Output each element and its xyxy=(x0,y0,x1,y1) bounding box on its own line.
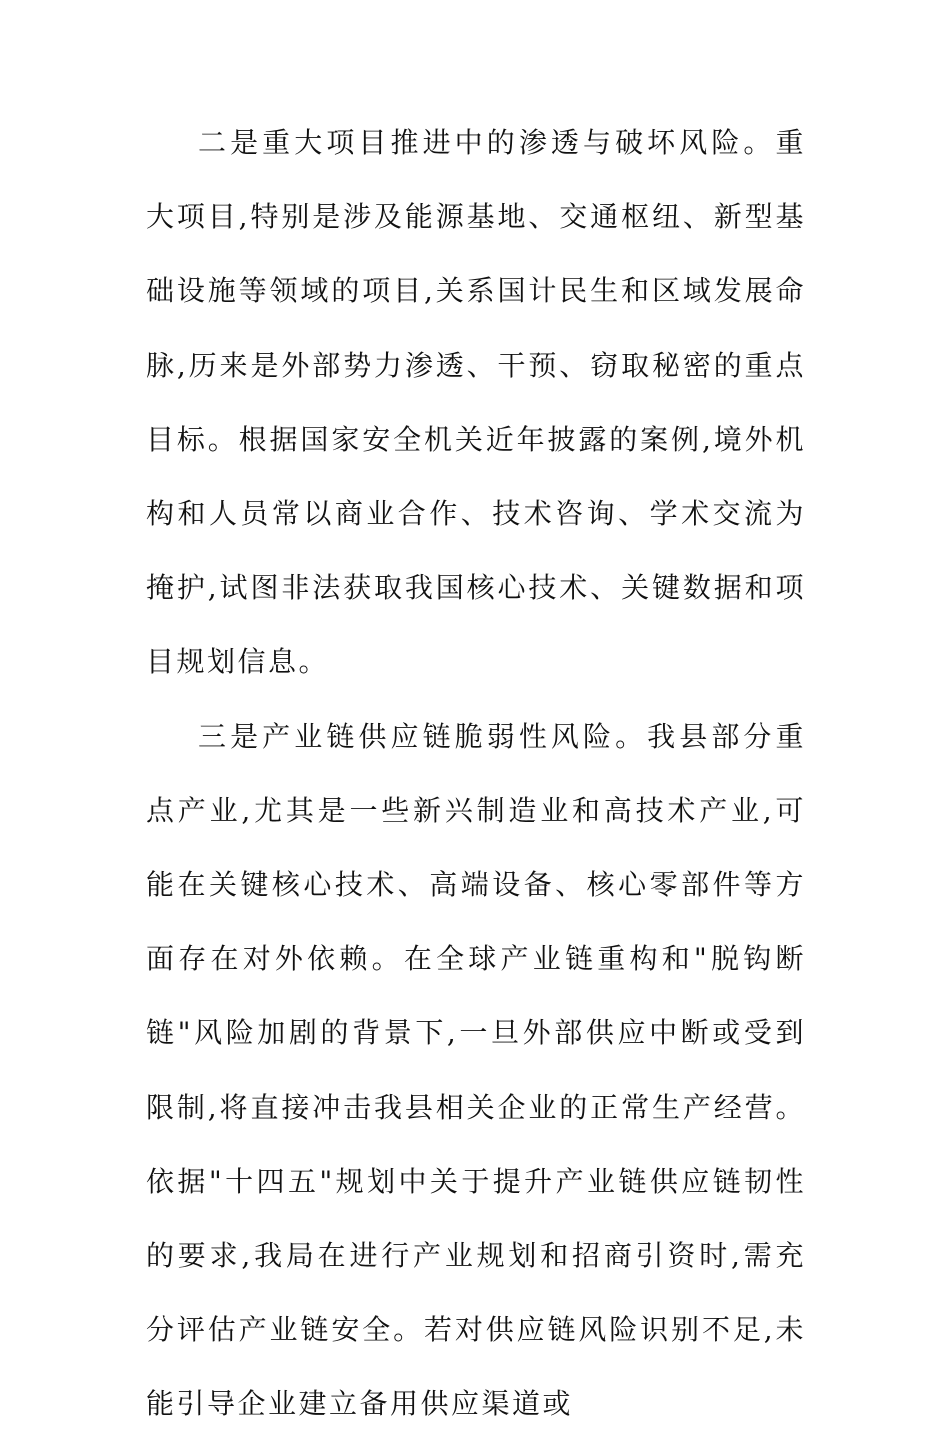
paragraph-major-projects-risk: 二是重大项目推进中的渗透与破坏风险。重大项目,特别是涉及能源基地、交通枢纽、新型基础设施等领域的项目,关系国计民生和区域发展命脉,历来是外部势力渗透、干预、窃取秘密的重点目标。根据国家安全机关近年披露的案例,境外机构和人员常以商业合作、技术咨询、学术交流为掩护,试图非法获取我国核心技术、关键数据和项目规划信息。 xyxy=(146,126,806,679)
document-body xyxy=(146,106,806,1442)
paragraph-supply-chain-risk: 三是产业链供应链脆弱性风险。我县部分重点产业,尤其是一些新兴制造业和高技术产业,可能在关键核心技术、高端设备、核心零部件等方面存在对外依赖。在全球产业链重构和"脱钩断链"风险加剧的背景下,一旦外部供应中断或受到限制,将直接冲击我县相关企业的正常生产经营。依据"十四五"规划中关于提升产业链供应链韧性的要求,我局在进行产业规划和招商引资时,需充分评估产业链安全。若对供应链风险识别不足,未能引导企业建立备用供应渠道或 xyxy=(146,719,806,1421)
